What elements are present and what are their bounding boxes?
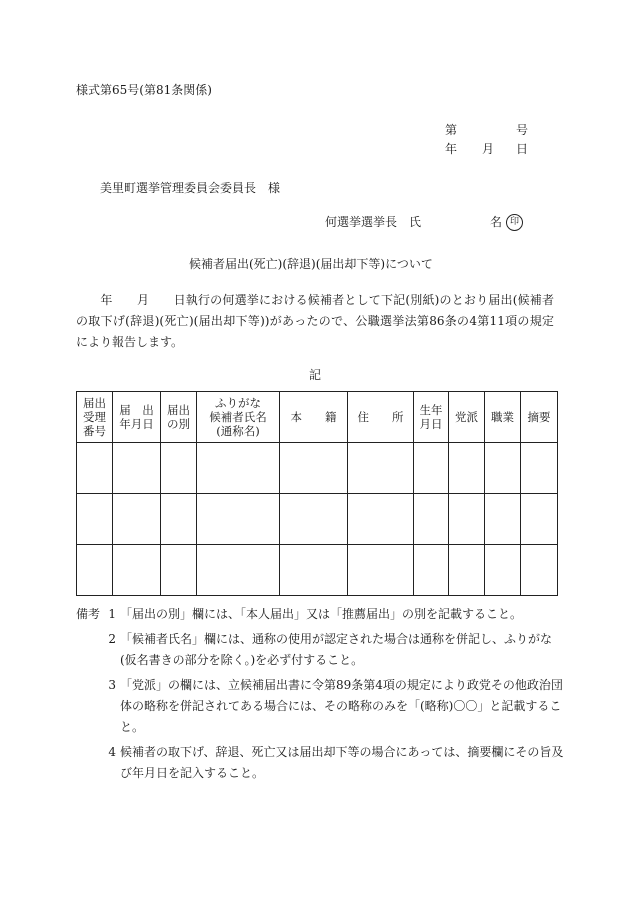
table-cell [449,494,485,545]
note-number: 3 [108,678,116,692]
table-header-cell: 党派 [449,392,485,443]
note-item [76,675,566,738]
note-item [76,604,566,625]
table-cell [449,443,485,494]
note-number: 4 [108,745,116,759]
table-cell [485,494,521,545]
note-number: 2 [108,632,116,646]
seal-mark: 印 [506,214,523,231]
form-label: 様式第65号(第81条関係) [76,83,212,97]
table-cell [77,545,113,596]
sender-name-field [490,214,523,231]
table-cell [161,494,197,545]
table-cell [77,443,113,494]
subject: 候補者届出(死亡)(辞退)(届出却下等)について [189,257,433,271]
table-cell [197,494,280,545]
table-header-cell: 届出 の別 [161,392,197,443]
candidate-table [76,391,558,596]
table-cell [521,545,558,596]
table-header-cell: 届出 受理 番号 [77,392,113,443]
table-header-cell: 住 所 [348,392,414,443]
table-cell [113,545,161,596]
table-cell [197,545,280,596]
note-text: 「届出の別」欄には、「本人届出」又は「推薦届出」の別を記載すること。 [120,607,523,621]
table-header-cell: 届 出 年月日 [113,392,161,443]
note-item [76,742,566,784]
addressee: 美里町選挙管理委員会委員長 様 [100,181,281,195]
table-header-cell: 生年 月日 [414,392,449,443]
note-text: 「党派」の欄には、立候補届出書に令第89条第4項の規定により政党その他政治団体の略称を併記されてある場合には、その略称のみを「(略称)〇〇」と記載すること。 [120,678,563,734]
date-year: 年 [445,142,458,156]
table-header-cell: 職業 [485,392,521,443]
table-cell [348,494,414,545]
table-header-cell: 摘要 [521,392,558,443]
reference-number-prefix: 第 [445,123,458,137]
table-cell [521,443,558,494]
table-cell [414,443,449,494]
note-number: 1 [108,607,116,621]
table-cell [348,545,414,596]
table-cell [280,494,348,545]
table-cell [485,545,521,596]
table-cell [161,545,197,596]
table-cell [161,443,197,494]
body-paragraph: 年 月 日執行の何選挙における候補者として下記(別紙)のとおり届出(候補者の取下げ(辞退)(死亡)(届出却下等))があったので、公職選挙法第86条の4第11項の規定により報告します。 [76,293,554,349]
table-cell [485,443,521,494]
date-day: 日 [516,142,529,156]
table-row [77,494,558,545]
table-cell [113,494,161,545]
sender-name-char: 名 [490,215,503,229]
table-header-cell: 本 籍 [280,392,348,443]
table-header-row [77,392,558,443]
table-cell [414,545,449,596]
note-text: 「候補者氏名」欄には、通称の使用が認定された場合は通称を併記し、ふりがな(仮名書きの部分を除く。)を必ず付すること。 [120,632,553,667]
table-cell [449,545,485,596]
note-item [76,629,566,671]
table-cell [280,443,348,494]
table-row [77,545,558,596]
sender-title: 何選挙選挙長 氏 [325,215,422,229]
table-cell [414,494,449,545]
note-text: 候補者の取下げ、辞退、死亡又は届出却下等の場合にあっては、摘要欄にその旨及び年月日を記入すること。 [120,745,564,780]
record-mark: 記 [309,368,322,382]
table-cell [280,545,348,596]
date-month: 月 [482,142,495,156]
table-cell [77,494,113,545]
table-header-cell: ふりがな 候補者氏名 (通称名) [197,392,280,443]
table-cell [521,494,558,545]
reference-number-suffix: 号 [516,123,529,137]
table-cell [348,443,414,494]
table-cell [113,443,161,494]
notes-title: 備考 [76,607,101,621]
notes-section [76,604,566,788]
table-row [77,443,558,494]
table-cell [197,443,280,494]
